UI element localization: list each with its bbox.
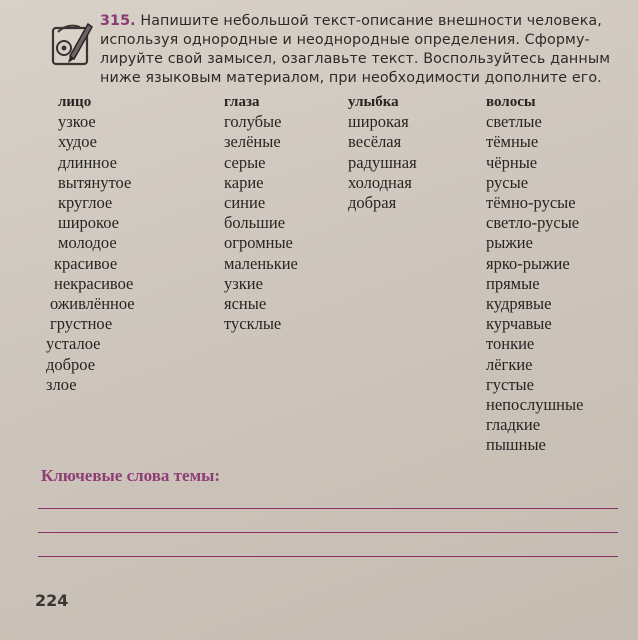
- word-item: серые: [224, 152, 266, 172]
- word-item: усталое: [46, 334, 101, 354]
- word-item: красивое: [54, 253, 118, 273]
- word-item: ярко-рыжие: [486, 253, 570, 273]
- word-item: лёгкие: [486, 354, 533, 374]
- word-item: тусклые: [224, 314, 282, 334]
- word-item: курчавые: [486, 314, 552, 334]
- word-item: доброе: [46, 354, 96, 374]
- exercise-line-4: ниже языковым материалом, при необходимости дополните его.: [100, 70, 602, 86]
- page-number: 224: [35, 591, 69, 610]
- word-item: радушная: [348, 152, 417, 172]
- word-item: узкое: [58, 112, 96, 132]
- word-item: круглое: [58, 193, 113, 213]
- writing-line: [38, 556, 618, 557]
- writing-line: [38, 508, 618, 509]
- column-eyes: [224, 92, 298, 334]
- word-item: тёмно-русые: [486, 193, 576, 213]
- word-item: широкая: [348, 112, 409, 132]
- word-item: маленькие: [224, 253, 298, 273]
- column-face: [46, 92, 135, 395]
- word-item: длинное: [58, 152, 117, 172]
- word-item: карие: [224, 172, 264, 192]
- word-item: худое: [58, 132, 98, 152]
- word-item: светло-русые: [486, 213, 580, 233]
- exercise-number: 315.: [100, 13, 136, 29]
- word-item: злое: [46, 374, 77, 394]
- word-item: широкое: [58, 213, 119, 233]
- word-item: прямые: [486, 273, 540, 293]
- word-item: вытянутое: [58, 172, 132, 192]
- word-item: узкие: [224, 273, 263, 293]
- exercise-line-3: лируйте свой замысел, озаглавьте текст. Воспользуйтесь данным: [100, 51, 611, 67]
- word-item: зелёные: [224, 132, 281, 152]
- word-item: весёлая: [348, 132, 402, 152]
- exercise-line-1: 315. Напишите небольшой текст-описание внешности человека,: [100, 13, 602, 29]
- keywords-heading: Ключевые слова темы:: [41, 466, 221, 485]
- word-item: гладкие: [486, 415, 541, 435]
- word-item: синие: [224, 193, 266, 213]
- word-item: рыжие: [486, 233, 533, 253]
- word-item: добрая: [348, 193, 397, 213]
- word-item: русые: [486, 172, 529, 192]
- column-heading: лицо: [58, 94, 92, 110]
- column-smile: [348, 92, 417, 213]
- word-item: молодое: [58, 233, 117, 253]
- word-item: пышные: [486, 435, 546, 455]
- word-item: грустное: [50, 314, 113, 334]
- word-item: кудрявые: [486, 294, 552, 314]
- word-item: тёмные: [486, 132, 539, 152]
- column-heading: глаза: [224, 94, 260, 110]
- writing-line: [38, 532, 618, 533]
- column-heading: улыбка: [348, 94, 399, 110]
- word-item: светлые: [486, 112, 542, 132]
- word-item: густые: [486, 374, 534, 394]
- exercise-text: [100, 12, 620, 88]
- word-item: большие: [224, 213, 286, 233]
- word-item: тонкие: [486, 334, 535, 354]
- word-item: огромные: [224, 233, 293, 253]
- word-item: непослушные: [486, 395, 584, 415]
- pencil-writing-icon: [50, 18, 94, 68]
- exercise-line-2: используя однородные и неоднородные определения. Сформу-: [100, 32, 590, 48]
- word-item: некрасивое: [54, 273, 134, 293]
- word-item: ясные: [224, 294, 267, 314]
- word-item: чёрные: [486, 152, 538, 172]
- word-item: оживлённое: [50, 294, 135, 314]
- column-hair: [486, 92, 583, 456]
- column-heading: волосы: [486, 94, 536, 110]
- word-item: голубые: [224, 112, 282, 132]
- word-item: холодная: [348, 172, 412, 192]
